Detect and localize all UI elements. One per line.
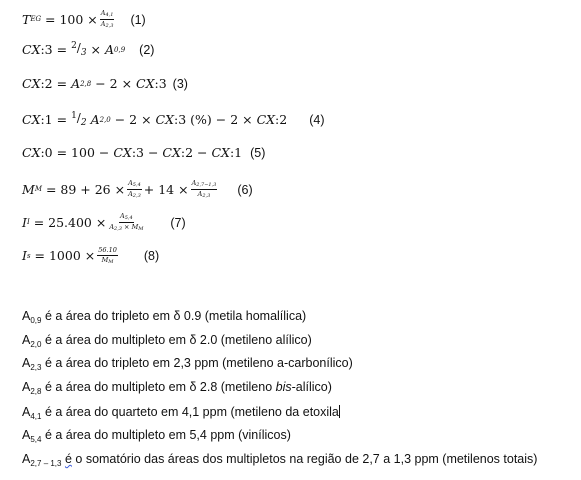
definition-a54: $A_{5,4}$ é a área do multipleto em 5,4 ppm (vinílicos)	[22, 428, 291, 444]
equation-8: I s = 1000 × $\frac{56.10}{M_M}$ (8)	[22, 246, 160, 265]
definition-a20: $A_{2,0}$ é a área do multipleto em δ 2.0 (metileno alílico)	[22, 333, 312, 349]
definition-a09: $A_{0,9}$ é a área do tripleto em δ 0.9 (metila homalílica)	[22, 309, 307, 325]
equation-number: (5)	[250, 146, 266, 160]
equation-number: (3)	[172, 77, 188, 91]
text-cursor	[339, 405, 340, 418]
equation-number: (7)	[170, 215, 186, 230]
equation-6: M M = 89 + 26 × $\frac{A_{5,4}}{A_{2,3}}$ + 14 × $\frac{A_{2,7-1,3}}{A_{2,3}}$ (6)	[22, 179, 253, 200]
equation-4: CX :1 = $^1/_2$ A 2,0 − 2 × CX :3 (%) − 2 × CX :2 (4)	[22, 111, 325, 128]
definition-a23: $A_{2,3}$ é a área do tripleto em 2,3 ppm (metileno a-carbonílico)	[22, 356, 353, 372]
definition-a27-13: $A_{2,7 - 1,3}$ é o somatório das áreas dos multipletos na região de 2,7 a 1,3 ppm (metilenos totais)	[22, 452, 538, 468]
equation-number: (6)	[237, 182, 253, 197]
equation-number: (8)	[143, 248, 160, 263]
equation-7: I I = 25.400 × $\frac{A_{5,4}}{A_{2,3} \times M_M}$ (7)	[22, 212, 186, 233]
definition-a28: $A_{2,8}$ é a área do multipleto em δ 2.8 (metileno bis-alílico)	[22, 380, 332, 396]
equation-2: CX :3 = $^2/_3$ × A 0,9 (2)	[22, 41, 155, 58]
definition-a41: $A_{4,1}$ é a área do quarteto em 4,1 ppm (metileno da etoxila	[22, 405, 339, 421]
equation-number: (2)	[139, 42, 155, 57]
equation-3: CX :2 = A 2,8 − 2 × CX :3 (3)	[22, 76, 188, 91]
equation-5: CX :0 = 100 − CX :3 − CX :2 − CX :1 (5)	[22, 145, 266, 160]
equation-number: (1)	[130, 12, 146, 27]
equation-number: (4)	[309, 112, 325, 127]
equation-1: T EG = 100 × $\frac{A_{4,1}}{A_{2,3}}$ (1)	[22, 9, 146, 30]
